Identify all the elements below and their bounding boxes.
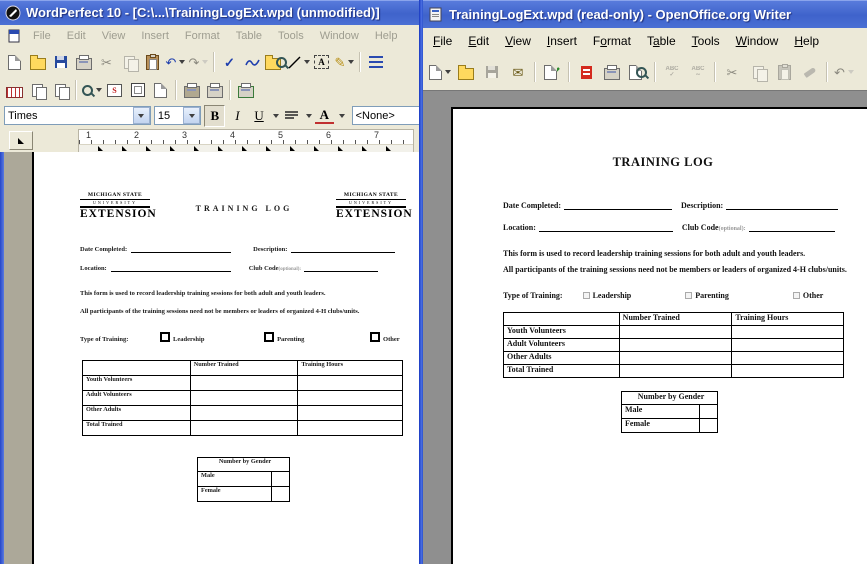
export-pdf-icon[interactable] <box>573 59 599 85</box>
new-document-icon[interactable] <box>427 59 453 85</box>
font-attributes-button[interactable]: A <box>315 107 334 124</box>
toolbar-separator <box>654 62 656 82</box>
oo-window-left-border <box>419 0 423 564</box>
redo-icon[interactable]: ↷ <box>187 51 210 73</box>
spell-book-icon[interactable]: S <box>103 79 126 101</box>
paste-icon[interactable] <box>141 51 164 73</box>
doc-title: TRAINING LOG <box>612 155 714 169</box>
justification-dropdown-icon[interactable] <box>306 114 312 118</box>
ruler-number: 5 <box>278 130 284 140</box>
new-page-icon[interactable] <box>149 79 172 101</box>
menu-item-help[interactable]: Help <box>794 34 820 48</box>
print-queue-icon[interactable] <box>180 79 203 101</box>
toolbar-separator <box>359 52 361 72</box>
auto-spellcheck-icon[interactable]: ABC ∼ <box>691 66 705 78</box>
gender-table-title: Number by Gender <box>198 458 290 472</box>
copy-icon[interactable] <box>118 51 141 73</box>
wp-menu <box>25 28 405 44</box>
table-row: Adult Volunteers <box>83 391 403 406</box>
col-training-hours: Training Hours <box>298 361 403 376</box>
underline-button[interactable]: U <box>254 107 264 123</box>
club-code-label: Club Code <box>248 265 279 272</box>
location-line <box>539 231 673 232</box>
tab-stop-marker[interactable] <box>362 146 367 151</box>
menu-item-insert[interactable]: Insert <box>546 34 577 48</box>
undo-icon[interactable]: ↶ <box>164 51 187 73</box>
menu-item-help[interactable]: Help <box>374 30 398 42</box>
undo-icon[interactable]: ↶ <box>831 59 857 85</box>
table-row: Other Adults <box>504 352 844 365</box>
paragraph-2: All participants of the training sessions need not be members or leaders of organized 4-H clubs/units. <box>503 265 847 274</box>
spellcheck-icon[interactable]: ABC ✓ <box>665 66 679 78</box>
option-leadership: Leadership <box>583 291 632 300</box>
training-table <box>503 312 844 378</box>
tab-stop-marker[interactable] <box>194 146 199 151</box>
menu-item-file[interactable]: File <box>33 30 51 42</box>
wp-menubar <box>0 25 424 48</box>
oo-toolbar <box>423 54 867 91</box>
print-icon[interactable] <box>72 51 95 73</box>
quickfinder-icon[interactable] <box>264 51 287 73</box>
tab-stop-marker[interactable] <box>290 146 295 151</box>
open-icon[interactable] <box>453 59 479 85</box>
toolbar-separator <box>213 52 215 72</box>
leadership-checkbox[interactable] <box>583 292 590 299</box>
toolbar-separator <box>229 80 231 100</box>
menu-item-window[interactable]: Window <box>735 34 779 48</box>
openoffice-window <box>419 0 867 564</box>
tab-stop-marker[interactable] <box>170 146 175 151</box>
openoffice-writer-app-icon <box>428 6 444 22</box>
italic-button[interactable]: I <box>235 107 240 123</box>
menu-item-format[interactable]: Format <box>592 34 631 48</box>
tab-set-button[interactable] <box>9 131 33 150</box>
wp-window-title: WordPerfect 10 - [C:\...\TrainingLogExt.wpd (unmodified)] <box>26 5 380 20</box>
option-leadership: Leadership <box>160 336 204 343</box>
location-label: Location: <box>503 223 536 232</box>
wp-ruler-bar <box>0 128 424 152</box>
menu-item-edit[interactable]: Edit <box>468 34 490 48</box>
gender-table <box>621 391 718 433</box>
tab-stop-marker[interactable] <box>386 146 391 151</box>
tab-stop-marker[interactable] <box>314 146 319 151</box>
menu-item-view[interactable]: View <box>101 30 126 42</box>
style-value: <None> <box>355 109 395 122</box>
gender-table <box>197 457 290 502</box>
ruler[interactable] <box>78 129 414 153</box>
location-clubcode-row <box>503 223 835 232</box>
ruler-number: 2 <box>134 130 140 140</box>
font-name-value: Times <box>8 109 38 122</box>
justification-button[interactable] <box>282 106 301 126</box>
tab-stop-marker[interactable] <box>218 146 223 151</box>
wp-toolbar-secondary <box>0 77 424 104</box>
font-name-combo[interactable] <box>4 106 151 125</box>
msu-extension-logo-right: MICHIGAN STATE UNIVERSITY EXTENSION <box>336 192 413 220</box>
format-paintbrush-icon[interactable] <box>797 59 823 85</box>
zoom-icon[interactable] <box>80 79 103 101</box>
numbered-list-icon[interactable] <box>364 51 387 73</box>
cut-icon[interactable]: ✂ <box>726 64 738 80</box>
full-page-view-icon[interactable] <box>126 79 149 101</box>
table-row: Male <box>198 472 290 487</box>
oo-page <box>451 107 867 564</box>
ruler-tab-row <box>79 144 413 152</box>
printer-icon[interactable] <box>203 79 226 101</box>
date-completed-line <box>131 252 231 253</box>
ruler-number: 1 <box>86 130 92 140</box>
wp-page <box>32 152 424 564</box>
tab-stop-marker[interactable] <box>242 146 247 151</box>
location-line <box>111 271 231 272</box>
oo-window-title: TrainingLogExt.wpd (read-only) - OpenOffice.org Writer <box>449 6 792 22</box>
draw-line-icon[interactable] <box>287 51 310 73</box>
paragraph-1: This form is used to record leadership training sessions for both adult and youth leaders. <box>80 290 326 297</box>
font-size-value: 15 <box>157 109 171 122</box>
ruler-number: 6 <box>326 130 332 140</box>
fax-icon[interactable] <box>234 79 257 101</box>
wp-document-area <box>0 152 424 564</box>
paste-icon[interactable] <box>771 59 797 85</box>
doc-title: TRAINING LOG <box>195 204 293 213</box>
save-icon[interactable] <box>49 51 72 73</box>
other-checkbox[interactable] <box>793 292 800 299</box>
tab-stop-marker[interactable] <box>266 146 271 151</box>
parenting-checkbox[interactable] <box>264 332 274 342</box>
date-completed-label: Date Completed: <box>503 201 561 210</box>
training-type-row <box>503 291 823 300</box>
tab-stop-marker[interactable] <box>98 146 103 151</box>
club-code-optional: (optional): <box>278 267 302 272</box>
copy-icon[interactable] <box>745 59 771 85</box>
tab-stop-marker[interactable] <box>122 146 127 151</box>
type-of-training-label: Type of Training: <box>80 336 129 343</box>
bold-button[interactable]: B <box>204 105 225 127</box>
open-icon[interactable] <box>26 51 49 73</box>
ruler-icon[interactable] <box>3 79 26 101</box>
text-box-icon[interactable]: A <box>310 51 333 73</box>
oo-menu <box>425 32 827 50</box>
option-other: Other <box>793 291 823 300</box>
email-icon[interactable]: ✉ <box>512 64 524 80</box>
style-combo[interactable] <box>352 106 424 125</box>
description-label: Description: <box>253 246 288 253</box>
table-row: Adult Volunteers <box>504 339 844 352</box>
table-row: Total Trained <box>504 365 844 378</box>
date-description-row <box>80 246 395 253</box>
description-line <box>291 252 395 253</box>
tab-stop-marker[interactable] <box>146 146 151 151</box>
page-view-icon[interactable] <box>26 79 49 101</box>
table-row: Male <box>622 405 718 419</box>
page-setup-icon[interactable] <box>49 79 72 101</box>
tab-stop-marker[interactable] <box>338 146 343 151</box>
parenting-checkbox[interactable] <box>685 292 692 299</box>
menu-item-file[interactable]: File <box>433 34 453 48</box>
other-checkbox[interactable] <box>370 332 380 342</box>
club-code-line <box>304 271 378 272</box>
page-preview-icon[interactable] <box>625 59 651 85</box>
location-label: Location: <box>80 265 107 272</box>
ruler-number: 7 <box>374 130 380 140</box>
menu-item-format[interactable]: Format <box>184 30 220 42</box>
menu-item-insert[interactable]: Insert <box>141 30 169 42</box>
toolbar-separator <box>714 62 716 82</box>
toolbar-separator <box>826 62 828 82</box>
location-clubcode-row <box>80 265 378 272</box>
club-code-optional: (optional): <box>718 226 746 232</box>
msu-extension-logo-left: MICHIGAN STATE UNIVERSITY EXTENSION <box>80 192 157 220</box>
table-row: Total Trained <box>83 421 403 436</box>
oo-document-area <box>423 90 867 564</box>
menu-item-edit[interactable]: Edit <box>66 30 86 42</box>
font-size-combo[interactable] <box>154 106 202 125</box>
gender-table-title: Number by Gender <box>622 392 718 405</box>
toolbar-separator <box>75 80 77 100</box>
table-row: Other Adults <box>83 406 403 421</box>
training-type-row <box>80 332 400 343</box>
wp-titlebar[interactable] <box>0 0 424 25</box>
col-number-trained: Number Trained <box>619 313 732 326</box>
toolbar-separator <box>534 62 536 82</box>
club-code-line <box>749 231 835 232</box>
save-icon[interactable] <box>479 59 505 85</box>
ruler-number: 3 <box>182 130 188 140</box>
font-name-dropdown-icon[interactable] <box>133 107 150 124</box>
menu-item-view[interactable]: View <box>505 34 531 48</box>
table-row: Youth Volunteers <box>83 376 403 391</box>
table-row: Youth Volunteers <box>504 326 844 339</box>
edit-file-icon[interactable] <box>539 59 565 85</box>
paragraph-2: All participants of the training sessions need not be members or leaders of organized 4-H clubs/units. <box>80 308 360 315</box>
menu-item-window[interactable]: Window <box>319 30 359 42</box>
description-line <box>726 209 838 210</box>
wordperfect-app-icon <box>5 5 21 21</box>
toolbar-separator <box>175 80 177 100</box>
new-icon[interactable] <box>3 51 26 73</box>
font-size-dropdown-icon[interactable] <box>183 107 200 124</box>
ruler-number: 4 <box>230 130 236 140</box>
wp-window-left-border <box>0 152 4 564</box>
col-training-hours: Training Hours <box>732 313 844 326</box>
type-of-training-label: Type of Training: <box>503 291 563 300</box>
table-row: Female <box>622 419 718 433</box>
menu-item-table[interactable]: Table <box>646 34 676 48</box>
font-attributes-dropdown-icon[interactable] <box>339 114 345 118</box>
wp-document-icon <box>7 29 21 43</box>
print-icon[interactable] <box>599 59 625 85</box>
date-completed-line <box>564 209 672 210</box>
option-parenting: Parenting <box>685 291 729 300</box>
col-number-trained: Number Trained <box>190 361 298 376</box>
option-other: Other <box>370 336 400 343</box>
wordperfect-window <box>0 0 424 564</box>
oo-titlebar[interactable] <box>423 0 867 28</box>
menu-item-tools[interactable]: Tools <box>278 30 304 42</box>
highlight-icon[interactable]: ✎ <box>333 51 356 73</box>
table-row: Female <box>198 487 290 502</box>
underline-dropdown-icon[interactable] <box>273 114 279 118</box>
option-parenting: Parenting <box>264 336 304 343</box>
menu-item-table[interactable]: Table <box>235 30 263 42</box>
date-completed-label: Date Completed: <box>80 246 128 253</box>
date-description-row <box>503 201 838 210</box>
wp-toolbar-main <box>0 47 424 78</box>
description-label: Description: <box>680 201 724 210</box>
leadership-checkbox[interactable] <box>160 332 170 342</box>
wp-property-bar <box>0 103 424 129</box>
paragraph-1: This form is used to record leadership training sessions for both adult and youth leaders. <box>503 249 806 258</box>
oo-menubar <box>423 28 867 55</box>
club-code-label: Club Code <box>681 223 719 232</box>
proofread-icon[interactable]: ✓ <box>224 54 235 70</box>
scribble-pen-icon[interactable] <box>241 51 264 73</box>
cut-icon[interactable]: ✂ <box>101 54 112 70</box>
toolbar-separator <box>568 62 570 82</box>
menu-item-tools[interactable]: Tools <box>691 34 720 48</box>
training-table <box>82 360 403 436</box>
